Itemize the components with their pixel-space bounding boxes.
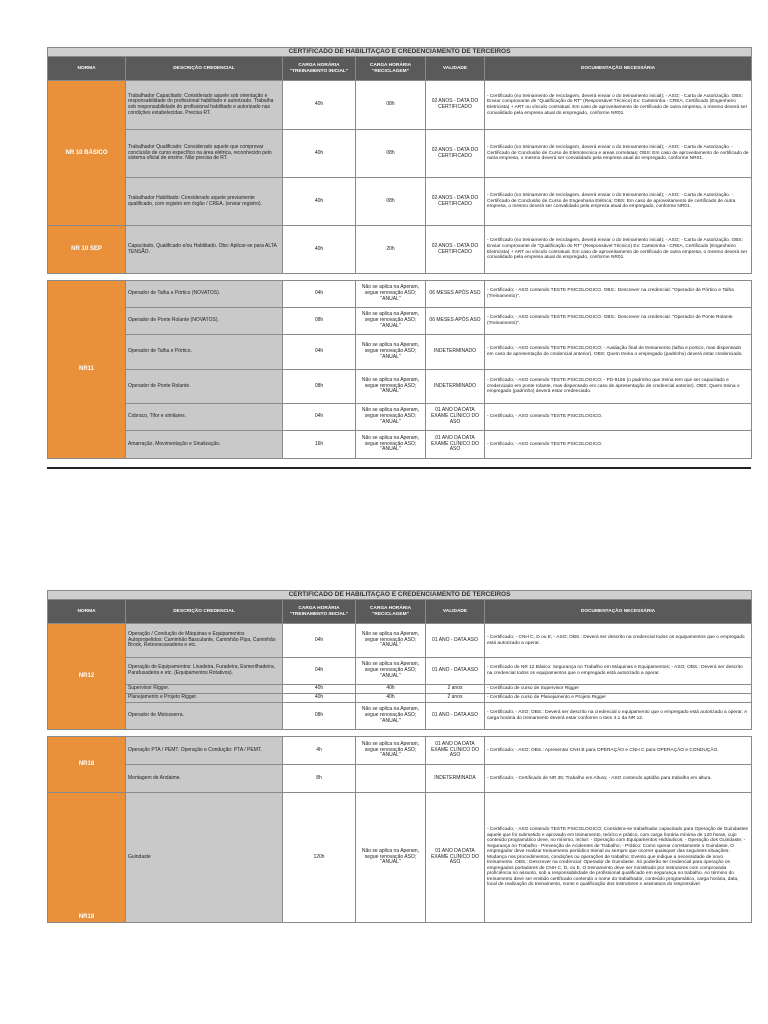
recycle-hours-cell: Não se aplica na Aperam, segue renovação ASO; "ANUAL" — [356, 658, 426, 685]
initial-hours-cell: 40h — [283, 130, 356, 178]
recycle-hours-cell: Não se aplica na Aperam, segue renovação ASO; "ANUAL" — [356, 703, 426, 730]
table-section-2 — [47, 590, 751, 923]
validity-cell: 01 ANO DA DATA EXAME CLÍNICO DO ASO — [426, 737, 485, 765]
initial-hours-cell: 08h — [283, 308, 356, 335]
table-row — [48, 694, 752, 703]
description-cell: Cobraco, Tifor e similares. — [126, 404, 283, 431]
table-row — [48, 793, 752, 923]
documentation-cell: - Certificado de NR 12 Básico: Segurança no Trabalho em Máquinas e Equipamentos; - ASO; OBS.: Deverá ser descrito na credencial todos os equipamentos que o empregado está autorizado a operar. — [485, 658, 752, 685]
initial-hours-cell: 4h — [283, 737, 356, 765]
description-cell: Operação PTA / PEMT. Operação e Condução: PTA / PEMT. — [126, 737, 283, 765]
documentation-cell: - Certificado de curso de Planejamento e Projeto Rigger — [485, 694, 752, 703]
documentation-cell: - Certificado; - ASO; OBS.: Deverá ser descrito na credencial o equipamento que o empregado está autorizado a operar. A carga horária do treinamento deverá estar conforme o item 4.1 da NR 12. — [485, 703, 752, 730]
initial-hours-cell: 16h — [283, 431, 356, 459]
col-header-carga-inicial: CARGA HORÁRIA "TREINAMENTO INICIAL" — [283, 600, 356, 624]
recycle-hours-cell: Não se aplica na Aperam, segue renovação ASO; "ANUAL" — [356, 624, 426, 658]
validity-cell: 02 ANOS - DATA DO CERTIFICADO — [426, 81, 485, 130]
col-header-norma: NORMA — [48, 57, 126, 81]
initial-hours-cell: 08h — [283, 703, 356, 730]
documentation-cell: - Certificado; - CNH C, D ou E; - ASO; OBS.: Deverá ser descrito na credencial todos os equipamentos que o empregado está autorizado a operar. — [485, 624, 752, 658]
initial-hours-cell: 40h — [283, 81, 356, 130]
recycle-hours-cell: 08h — [356, 81, 426, 130]
norma-cell: NR12 — [48, 624, 126, 730]
col-header-descricao: DESCRIÇÃO CREDENCIAL — [126, 600, 283, 624]
initial-hours-cell: 40h — [283, 694, 356, 703]
section-gap — [48, 730, 752, 737]
table-row — [48, 130, 752, 178]
validity-cell: 2 anos — [426, 694, 485, 703]
table-row — [48, 281, 752, 308]
description-cell: Trabalhador Capacitado: Considerado aquele sob orientação e responsabilidade do profissional habilitado e autorizado. Trabalha sob responsabilidade do profissional habilitado e autorizado nas condições estabelecidas. Precisa RT. — [126, 81, 283, 130]
validity-cell: 2 anos — [426, 685, 485, 694]
col-header-norma: NORMA — [48, 600, 126, 624]
description-cell: Operador de Talha e Pórtico (NOVATOS). — [126, 281, 283, 308]
description-cell: Operador de Motosserra. — [126, 703, 283, 730]
initial-hours-cell: 8h — [283, 765, 356, 793]
norma-cell: NR 10 SEP — [48, 226, 126, 274]
col-header-carga-inicial: CARGA HORÁRIA "TREINAMENTO INICIAL" — [283, 57, 356, 81]
documentation-cell: - Certificado; - ASO contendo TESTE PSICOLOGICO. OBS.: Descrever na credencial: "Operador de Ponte Rolante (Treinamento)". — [485, 308, 752, 335]
norma-cell: NR18 — [48, 737, 126, 793]
recycle-hours-cell: 08h — [356, 130, 426, 178]
table-row — [48, 658, 752, 685]
validity-cell: 01 ANO DA DATA EXAME CLÍNICO DO ASO — [426, 431, 485, 459]
recycle-hours-cell: Não se aplica na Aperam, segue renovação ASO; "ANUAL" — [356, 737, 426, 765]
validity-cell: 02 ANOS - DATA DO CERTIFICADO — [426, 226, 485, 274]
documentation-cell: - Certificado; - ASO; OBS.: Apresentar CNH B para OPERAÇÃO e CNH C para OPERAÇÃO e CONDUÇÃO. — [485, 737, 752, 765]
recycle-hours-cell: Não se aplica na Aperam, segue renovação ASO; "ANUAL" — [356, 281, 426, 308]
recycle-hours-cell: 08h — [356, 178, 426, 226]
validity-cell: 02 ANOS - DATA DO CERTIFICADO — [426, 130, 485, 178]
documentation-cell: - Certificado; - ASO contendo TESTE PSICOLOGICO. OBS.: Descrever na credencial: "Operador de Pórtico e Talha (Treinamento)". — [485, 281, 752, 308]
table-row — [48, 178, 752, 226]
validity-cell: 01 ANO - DATA ASO — [426, 703, 485, 730]
initial-hours-cell: 04h — [283, 624, 356, 658]
validity-cell: 06 MESES APÓS ASO — [426, 281, 485, 308]
documentation-cell: - Certificado; - ASO contendo TESTE PSICOLOGICO; Considera-se trabalhador capacitado para Operação de Guindastes aquele que foi submetido e aprovado em treinamento, teórico e prático, com carga horária mínima de 120 horas, cujo conteúdo programático deve, no mínimo, incluir: - Operação com Equipamentos Hidráulicos; - Operação dos Guindaste; - Segurança no Trabalho - Prevenção de Acidentes de Trabalho; - Prático: Como operar corretamente o Guindaste, O empregador deve realizar treinamento periódico trienal ou sempre que ocorrer quaisquer das seguintes situações: Mudança nos procedimentos, condições ou operações de trabalho; Evento que indique a necessidade de novo treinamento. OBS.: Descrever na credencial: Operador de Guindaste. Só poderão ter credencial para operação os empregados portadores de CNH C, D, ou E. O treinamento deve ser ministrado por instrutores com comprovada proficiência no assunto, sob a responsabilidade de profissional qualificado em segurança no trabalho. Ao término do treinamento deve ser emitido certificado contendo o nome do trabalhador, conteúdo programático, carga horária, data, local de realização do treinamento, nome e qualificação dos instrutores e assinatura do responsável. — [485, 793, 752, 923]
table-row — [48, 685, 752, 694]
description-cell: Montagem de Andaime. — [126, 765, 283, 793]
table-row — [48, 226, 752, 274]
description-cell: Operação de Equipamentos: Lixadeira, Furadeira, Esmerilhadeira, Parafusadeira e etc. (Equipamentos Rotativos). — [126, 658, 283, 685]
table-title: CERTIFICADO DE HABILITAÇÃO E CREDENCIAMENTO DE TERCEIROS — [48, 591, 752, 600]
table-row — [48, 737, 752, 765]
description-cell: Trabalhador Qualificado: Considerado aquele que comprovar conclusão de curso específico na área elétrica, reconhecido pelo sistema oficial de ensino. Não precisa de RT. — [126, 130, 283, 178]
page-break-rule — [47, 467, 751, 469]
description-cell: Supervisor Rigger. — [126, 685, 283, 694]
initial-hours-cell: 40h — [283, 226, 356, 274]
col-header-carga-reciclagem: CARGA HORÁRIA "RECICLAGEM" — [356, 600, 426, 624]
recycle-hours-cell: 20h — [356, 226, 426, 274]
documentation-cell: - Certificado; - ASO contendo TESTE PSICOLOGICO; - FD-9156 (o padrinho que treina tem que ser capacitado e credenciado em ponte rolante, mas dispensado em caso de apresentação de credencial anterior). OBS: Quem treina o empregado (padrinho) deverá estar credenciado. — [485, 370, 752, 404]
initial-hours-cell: 04h — [283, 658, 356, 685]
table-row — [48, 703, 752, 730]
col-header-validade: VALIDADE — [426, 600, 485, 624]
validity-cell: INDETERMINADO — [426, 335, 485, 370]
col-header-validade: VALIDADE — [426, 57, 485, 81]
recycle-hours-cell: 40h — [356, 685, 426, 694]
documentation-cell: - Certificado (no treinamento de reciclagem, deverá enviar o do treinamento inicial); - ASO; - Carta de Autorização. OBS: Enviar comprovante de "Qualificação do RT" (Responsável Técnico) Ex: Carteirinha - CREA, Certificado (Engenheiro Eletricista) + ART ou vínculo contratual. Em caso de aproveitamento de certificado de outra empresa, o mesmo deverá ser convalidado pela empresa atual do empregado, conforme NR01. — [485, 81, 752, 130]
validity-cell: 01 ANO - DATA ASO — [426, 658, 485, 685]
recycle-hours-cell: Não se aplica na Aperam, segue renovação ASO; "ANUAL" — [356, 308, 426, 335]
description-cell: Operador de Talha e Pórtico. — [126, 335, 283, 370]
table-row — [48, 765, 752, 793]
col-header-carga-reciclagem: CARGA HORÁRIA "RECICLAGEM" — [356, 57, 426, 81]
initial-hours-cell: 04h — [283, 281, 356, 308]
validity-cell: INDETERMINADA — [426, 765, 485, 793]
recycle-hours-cell: Não se aplica na Aperam, segue renovação ASO; "ANUAL" — [356, 404, 426, 431]
table-row — [48, 431, 752, 459]
recycle-hours-cell: Não se aplica na Aperam, segue renovação ASO; "ANUAL" — [356, 335, 426, 370]
validity-cell: 02 ANOS - DATA DO CERTIFICADO — [426, 178, 485, 226]
validity-cell: 01 ANO DA DATA EXAME CLÍNICO DO ASO — [426, 793, 485, 923]
documentation-cell: - Certificado (no treinamento de reciclagem, deverá enviar o do treinamento inicial); - ASO; - Carta de Autorização. OBS: Enviar comprovante de "Qualificação do RT" (Responsável Técnico) Ex: Carteirinha - CREA, Certificado (Engenheiro Eletricista) + ART ou vínculo contratual. Em caso de aproveitamento de certificado de outra empresa, o mesmo deverá ser convalidado pela empresa atual do empregado, conforme NR01. — [485, 226, 752, 274]
col-header-documentacao: DOCUMENTAÇÃO NECESSÁRIA — [485, 600, 752, 624]
credential-table-1 — [47, 47, 752, 459]
initial-hours-cell: 120h — [283, 793, 356, 923]
credential-table-2 — [47, 590, 752, 923]
table-row — [48, 308, 752, 335]
documentation-cell: - Certificado; - Certificado de NR 35: Trabalho em Altura; - ASO contendo aptidão para trabalho em altura. — [485, 765, 752, 793]
initial-hours-cell: 08h — [283, 370, 356, 404]
recycle-hours-cell: Não se aplica na Aperam, segue renovação ASO; "ANUAL" — [356, 793, 426, 923]
description-cell: Planejamento e Projeto Rigger. — [126, 694, 283, 703]
validity-cell: INDETERMINADO — [426, 370, 485, 404]
table-row — [48, 370, 752, 404]
norma-cell: NR11 — [48, 281, 126, 459]
recycle-hours-cell — [356, 765, 426, 793]
validity-cell: 01 ANO DA DATA EXAME CLÍNICO DO ASO — [426, 404, 485, 431]
initial-hours-cell: 40h — [283, 685, 356, 694]
description-cell: Operador de Ponte Rolante. — [126, 370, 283, 404]
table-row — [48, 624, 752, 658]
description-cell: Guindaste — [126, 793, 283, 923]
recycle-hours-cell: Não se aplica na Aperam, segue renovação ASO; "ANUAL" — [356, 431, 426, 459]
table-section-1 — [47, 47, 751, 469]
table-title: CERTIFICADO DE HABILITAÇÃO E CREDENCIAMENTO DE TERCEIROS — [48, 48, 752, 57]
validity-cell: 06 MESES APÓS ASO — [426, 308, 485, 335]
recycle-hours-cell: 40h — [356, 694, 426, 703]
table-row — [48, 81, 752, 130]
table-row — [48, 335, 752, 370]
description-cell: Trabalhador Habilitado: Considerado aquele previamente qualificado, com registro em órgão / CREA. (enviar registro). — [126, 178, 283, 226]
documentation-cell: - Certificado (no treinamento de reciclagem, deverá enviar o do treinamento inicial); - ASO; - Carta de Autorização. - Certificado de Conclusão de Curso de Engenharia Elétrica; OBS: Em caso de aproveitamento de certificado de outra empresa, o mesmo deverá ser convalidado pela empresa atual do empregado, conforme NR01. — [485, 178, 752, 226]
section-gap — [48, 274, 752, 281]
recycle-hours-cell: Não se aplica na Aperam, segue renovação ASO; "ANUAL" — [356, 370, 426, 404]
validity-cell: 01 ANO - DATA ASO — [426, 624, 485, 658]
documentation-cell: - Certificado; - ASO contendo TESTE PSICOLOGICO. — [485, 404, 752, 431]
documentation-cell: - Certificado; - ASO contendo TESTE PSICOLOGICO. — [485, 431, 752, 459]
documentation-cell: - Certificado (no treinamento de reciclagem, deverá enviar o do treinamento inicial); - ASO; - Carta de Autorização. - Certificado de Conclusão de Curso de Eletrotecnica e areas correlatas; OBS: Em caso de aproveitamento de certificado de outra empresa, o mesmo deverá ser convalidado pela empresa atual do empregado, conforme NR01. — [485, 130, 752, 178]
table-row — [48, 404, 752, 431]
initial-hours-cell: 04h — [283, 335, 356, 370]
norma-cell: NR18 — [48, 793, 126, 923]
norma-cell: NR 10 BÁSICO — [48, 81, 126, 226]
initial-hours-cell: 40h — [283, 178, 356, 226]
documentation-cell: - Certificado; - ASO contendo TESTE PSICOLOGICO; - Avaliação final de treinamento (talha e portico, mas dispensado em caso de apresentação de credencial anterior). OBS: Quem treina o empregado (padrinho) deverá estar credenciado. — [485, 335, 752, 370]
col-header-descricao: DESCRIÇÃO CREDENCIAL — [126, 57, 283, 81]
documentation-cell: - Certificado de curso de Supervisor Rigger — [485, 685, 752, 694]
col-header-documentacao: DOCUMENTAÇÃO NECESSÁRIA — [485, 57, 752, 81]
initial-hours-cell: 04h — [283, 404, 356, 431]
description-cell: Operação / Condução de Máquinas e Equipamentos Autopropelidos: Caminhão Basculante, Caminhão Pipa, Caminhão Brook, Retroescavadeira e etc. — [126, 624, 283, 658]
description-cell: Amarração, Movimentação e Sinalização. — [126, 431, 283, 459]
description-cell: Operador de Ponte Rolante (NOVATOS). — [126, 308, 283, 335]
description-cell: Capacitado, Qualificado e/ou Habilitado. Obs: Aplicar-se para ALTA TENSÃO. — [126, 226, 283, 274]
